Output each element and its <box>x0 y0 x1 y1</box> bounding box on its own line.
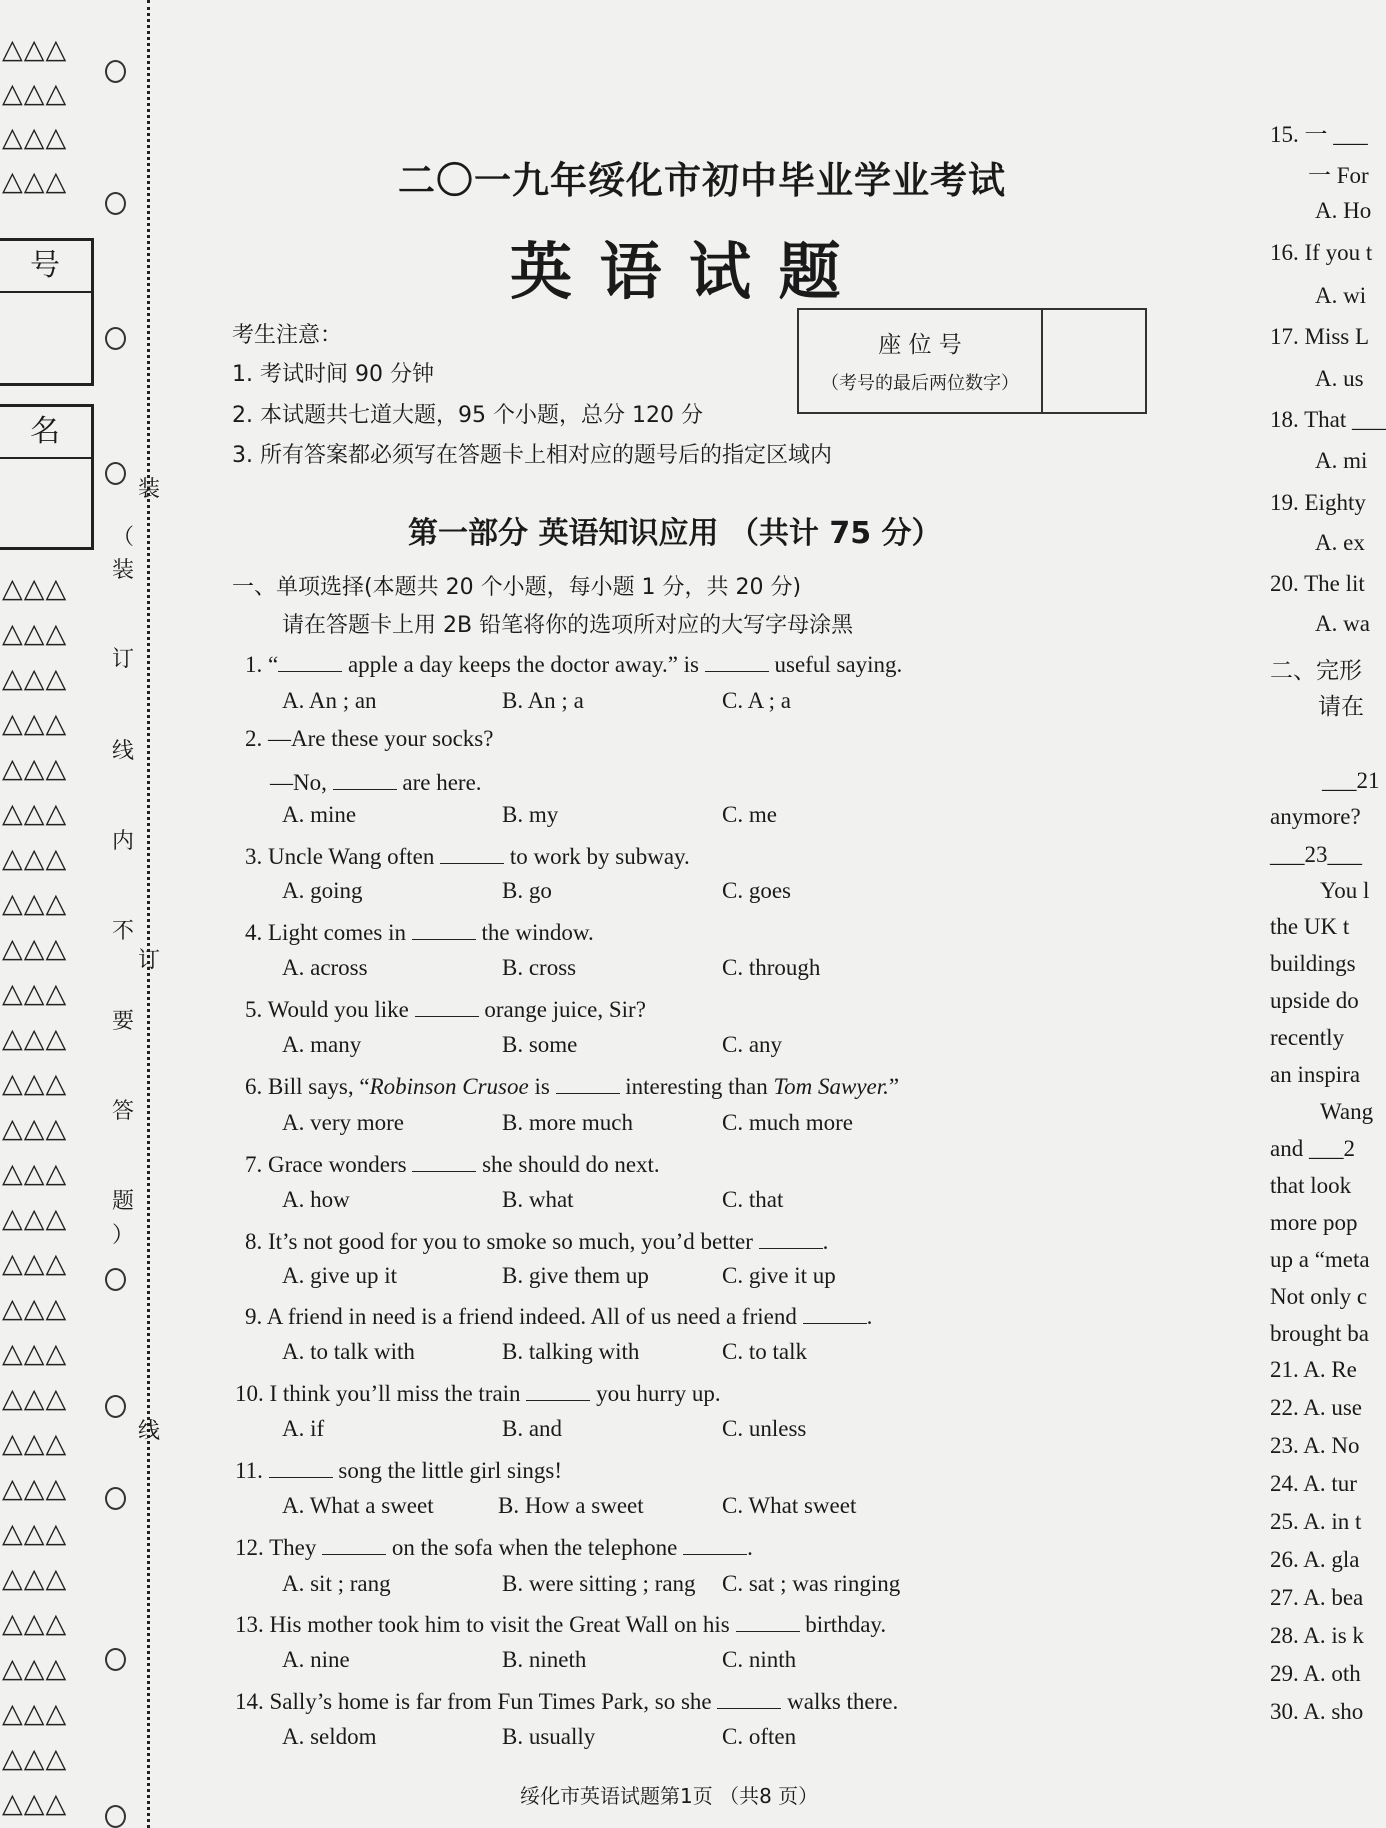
stem-text: are here. <box>396 770 482 795</box>
answer-blank <box>322 1531 386 1555</box>
binding-hole-circle <box>105 462 126 485</box>
triangle-row: △△△ <box>2 78 68 109</box>
triangle-row: △△△ <box>2 798 68 829</box>
option: B. talking with <box>502 1339 640 1364</box>
triangle-row: △△△ <box>2 1113 68 1144</box>
stem-text: 14. Sally’s home is far from Fun Times Park, so she <box>235 1689 718 1714</box>
stem-text: 4. Light comes in <box>245 920 412 945</box>
stem-text: song the little girl sings! <box>332 1458 563 1483</box>
option: B. nineth <box>502 1647 587 1672</box>
option: A. very more <box>282 1110 404 1135</box>
option: A. mine <box>282 802 357 827</box>
triangle-row: △△△ <box>2 753 68 784</box>
section1-instruction: 请在答题卡上用 2B 铅笔将你的选项所对应的大写字母涂黑 <box>282 613 854 638</box>
stem-text: 8. It’s not good for you to smoke so much, you’d better <box>245 1229 759 1254</box>
triangle-row: △△△ <box>2 1068 68 1099</box>
stem-text: 11. <box>235 1458 269 1483</box>
right-line: A. wi <box>1315 283 1367 308</box>
option: C. that <box>722 1187 784 1212</box>
answer-blank <box>412 916 476 940</box>
answer-blank <box>440 840 504 864</box>
question-stem <box>235 1608 886 1638</box>
right-line: A. us <box>1315 366 1364 391</box>
stem-text: 1. “ <box>245 652 279 677</box>
triangle-row: △△△ <box>2 843 68 874</box>
passage-line: more pop <box>1270 1210 1358 1235</box>
binding-char: 题 <box>112 1189 135 1214</box>
answer-choice: 26. A. gla <box>1270 1547 1360 1572</box>
passage-line: Wang <box>1320 1099 1374 1124</box>
option: C. goes <box>722 878 791 903</box>
triangle-row: △△△ <box>2 1698 68 1729</box>
notice-item: 2. 本试题共七道大题，95 个小题，总分 120 分 <box>232 403 703 428</box>
book-title: Tom Sawyer. <box>773 1074 889 1099</box>
answer-blank <box>556 1070 620 1094</box>
passage-line: ___21 <box>1322 768 1380 793</box>
triangle-row: △△△ <box>2 978 68 1009</box>
stem-text: 6. Bill says, “ <box>245 1074 370 1099</box>
option: B. cross <box>502 955 577 980</box>
stem-text: 13. His mother took him to visit the Great Wall on his <box>235 1612 736 1637</box>
option: A. What a sweet <box>282 1493 434 1518</box>
option: A. sit ; rang <box>282 1571 391 1596</box>
answer-blank <box>705 648 769 672</box>
question-stem <box>245 993 646 1023</box>
option: B. and <box>502 1416 563 1441</box>
binding-char: 不 <box>112 919 135 944</box>
passage-line: the UK t <box>1270 914 1350 939</box>
option: C. ninth <box>722 1647 797 1672</box>
question-stem <box>245 916 594 946</box>
right-line: 19. Eighty <box>1270 490 1366 515</box>
option: C. sat ; was ringing <box>722 1571 901 1596</box>
option: C. me <box>722 802 777 827</box>
triangle-row: △△△ <box>2 1608 68 1639</box>
seat-number-label-cell <box>799 310 1043 412</box>
option: A. give up it <box>282 1263 397 1288</box>
binding-hole-circle <box>105 1395 126 1418</box>
right-line: 17. Miss L <box>1270 324 1370 349</box>
question-stem <box>235 1685 898 1715</box>
stem-text: useful saying. <box>768 652 903 677</box>
answer-blank <box>269 1454 333 1478</box>
stem-text: ” <box>888 1074 900 1099</box>
option: A. many <box>282 1032 362 1057</box>
answer-blank <box>415 993 479 1017</box>
option: B. An ; a <box>502 688 584 713</box>
option: C. often <box>722 1724 797 1749</box>
answer-blank <box>717 1685 781 1709</box>
stem-text: 3. Uncle Wang often <box>245 844 441 869</box>
stem-text: 9. A friend in need is a friend indeed. All of us need a friend <box>245 1304 803 1329</box>
option: A. going <box>282 878 363 903</box>
name-label: 名 <box>0 407 91 459</box>
triangle-row: △△△ <box>2 1248 68 1279</box>
option: C. give it up <box>722 1263 836 1288</box>
binding-hole-circle <box>105 1648 126 1671</box>
stem-text: interesting than <box>619 1074 774 1099</box>
stem-text: orange juice, Sir? <box>478 997 646 1022</box>
stem-text: 7. Grace wonders <box>245 1152 413 1177</box>
triangle-row: △△△ <box>2 1473 68 1504</box>
seat-number-note: （考号的最后两位数字） <box>821 373 1019 394</box>
triangle-row: △△△ <box>2 1518 68 1549</box>
notice-heading: 考生注意： <box>232 323 343 348</box>
option: B. How a sweet <box>498 1493 644 1518</box>
option: C. any <box>722 1032 783 1057</box>
stem-text: . <box>822 1229 829 1254</box>
stem-text: . <box>747 1535 753 1560</box>
binding-char: 装 <box>112 558 135 583</box>
stem-text: 12. They <box>235 1535 323 1560</box>
right-line: 20. The lit <box>1270 571 1365 596</box>
binding-hole-circle <box>105 192 126 215</box>
option: B. what <box>502 1187 574 1212</box>
triangle-row: △△△ <box>2 122 68 153</box>
binding-dotted-line <box>147 0 150 1828</box>
binding-hole-circle <box>105 1805 126 1828</box>
binding-char: 线 <box>138 1419 161 1444</box>
right-line: 请在 <box>1318 694 1364 720</box>
option: B. go <box>502 878 552 903</box>
question-stem <box>245 1070 899 1100</box>
binding-hole-circle <box>105 1268 126 1291</box>
binding-char: 内 <box>112 829 135 854</box>
stem-text: birthday. <box>799 1612 887 1637</box>
right-line: A. wa <box>1315 611 1370 636</box>
right-line: 一 For <box>1308 163 1369 188</box>
binding-char: 要 <box>112 1009 135 1034</box>
question-stem <box>235 1454 562 1484</box>
binding-hole-circle <box>105 1487 126 1510</box>
section1-title: 一、单项选择(本题共 20 个小题，每小题 1 分，共 20 分) <box>232 575 802 600</box>
exam-title: 二〇一九年绥化市初中毕业学业考试 <box>398 159 1006 202</box>
binding-char: 答 <box>112 1099 135 1124</box>
option: B. more much <box>502 1110 633 1135</box>
option: C. through <box>722 955 821 980</box>
passage-line: Not only c <box>1270 1284 1368 1309</box>
option: A. to talk with <box>282 1339 415 1364</box>
option: C. unless <box>722 1416 807 1441</box>
answer-choice: 27. A. bea <box>1270 1585 1364 1610</box>
triangle-row: △△△ <box>2 708 68 739</box>
question-stem <box>270 766 482 796</box>
answer-blank <box>526 1377 590 1401</box>
stem-text: to work by subway. <box>504 844 690 869</box>
question-stem <box>245 1300 872 1330</box>
question-stem <box>245 840 690 870</box>
passage-line: upside do <box>1270 988 1359 1013</box>
right-line: 16. If you t <box>1270 240 1373 265</box>
binding-hole-circle <box>105 60 126 83</box>
answer-blank <box>412 1148 476 1172</box>
notice-item: 3. 所有答案都必须写在答题卡上相对应的题号后的指定区域内 <box>232 443 832 468</box>
option: C. What sweet <box>722 1493 857 1518</box>
triangle-row: △△△ <box>2 1293 68 1324</box>
passage-line: ___23___ <box>1270 842 1362 867</box>
answer-choice: 23. A. No <box>1270 1433 1360 1458</box>
triangle-row: △△△ <box>2 618 68 649</box>
binding-char: 订 <box>138 948 161 973</box>
triangle-row: △△△ <box>2 1338 68 1369</box>
triangle-row: △△△ <box>2 1158 68 1189</box>
stem-text: the window. <box>475 920 594 945</box>
right-line: A. Ho <box>1315 198 1372 223</box>
option: A. how <box>282 1187 350 1212</box>
option: B. give them up <box>502 1263 649 1288</box>
binding-hole-circle <box>105 327 126 350</box>
answer-choice: 22. A. use <box>1270 1395 1362 1420</box>
question-stem <box>245 1148 660 1178</box>
answer-choice: 29. A. oth <box>1270 1661 1361 1686</box>
triangle-row: △△△ <box>2 1023 68 1054</box>
stem-text: you hurry up. <box>590 1381 721 1406</box>
question-stem <box>245 1225 828 1255</box>
passage-line: You l <box>1320 878 1370 903</box>
triangle-row: △△△ <box>2 573 68 604</box>
part1-heading: 第一部分 英语知识应用 （共计 75 分） <box>408 516 942 551</box>
triangle-row: △△△ <box>2 166 68 197</box>
right-line: 18. That ___ <box>1270 407 1386 432</box>
name-box <box>0 404 94 550</box>
option: B. usually <box>502 1724 596 1749</box>
triangle-row: △△△ <box>2 1383 68 1414</box>
answer-blank <box>333 766 397 790</box>
notice-item: 1. 考试时间 90 分钟 <box>232 362 434 387</box>
question-stem <box>245 648 902 678</box>
stem-text: is <box>528 1074 556 1099</box>
passage-line: that look <box>1270 1173 1352 1198</box>
stem-text: 5. Would you like <box>245 997 415 1022</box>
passage-line: up a “meta <box>1270 1247 1370 1272</box>
answer-choice: 30. A. sho <box>1270 1699 1364 1724</box>
option: B. my <box>502 802 559 827</box>
option: C. A ; a <box>722 688 792 713</box>
stem-text: she should do next. <box>476 1152 660 1177</box>
option: A. seldom <box>282 1724 377 1749</box>
stem-text: on the sofa when the telephone <box>386 1535 684 1560</box>
right-line: 15. 一 ___ <box>1270 122 1368 147</box>
triangle-row: △△△ <box>2 1743 68 1774</box>
page-footer: 绥化市英语试题第1页 （共8 页） <box>520 1784 819 1808</box>
answer-choice: 24. A. tur <box>1270 1471 1357 1496</box>
right-line: A. mi <box>1315 448 1368 473</box>
binding-char: （ <box>112 525 135 550</box>
answer-choice: 25. A. in t <box>1270 1509 1362 1534</box>
stem-text: walks there. <box>781 1689 899 1714</box>
passage-line: buildings <box>1270 951 1356 976</box>
stem-text: apple a day keeps the doctor away.” is <box>342 652 705 677</box>
option: A. across <box>282 955 368 980</box>
triangle-row: △△△ <box>2 1788 68 1819</box>
answer-blank <box>278 648 342 672</box>
exam-number-label: 号 <box>0 241 91 293</box>
triangle-row: △△△ <box>2 34 68 65</box>
binding-char: 装 <box>138 477 161 502</box>
book-title: Robinson Crusoe <box>369 1074 529 1099</box>
stem-text: . <box>866 1304 873 1329</box>
passage-line: an inspira <box>1270 1062 1361 1087</box>
binding-char: ） <box>112 1223 135 1248</box>
option: A. An ; an <box>282 688 377 713</box>
passage-line: recently <box>1270 1025 1345 1050</box>
answer-blank <box>803 1300 867 1324</box>
passage-line: brought ba <box>1270 1321 1370 1346</box>
option: B. were sitting ; rang <box>502 1571 696 1596</box>
question-stem: 2. —Are these your socks? <box>245 726 494 751</box>
option: C. to talk <box>722 1339 807 1364</box>
question-stem <box>235 1531 753 1561</box>
stem-text: —No, <box>270 770 333 795</box>
answer-blank <box>759 1225 823 1249</box>
right-line: A. ex <box>1315 530 1365 555</box>
answer-blank <box>683 1531 747 1555</box>
option: B. some <box>502 1032 578 1057</box>
right-line: 二、完形 <box>1270 658 1362 684</box>
passage-line: and ___2 <box>1270 1136 1355 1161</box>
triangle-row: △△△ <box>2 663 68 694</box>
triangle-row: △△△ <box>2 933 68 964</box>
subject-title: 英 语 试 题 <box>510 239 847 307</box>
option: A. nine <box>282 1647 350 1672</box>
option: C. much more <box>722 1110 853 1135</box>
binding-char: 线 <box>112 739 135 764</box>
triangle-row: △△△ <box>2 1563 68 1594</box>
question-stem <box>235 1377 721 1407</box>
binding-char: 订 <box>112 647 135 672</box>
triangle-row: △△△ <box>2 1428 68 1459</box>
triangle-row: △△△ <box>2 888 68 919</box>
answer-choice: 28. A. is k <box>1270 1623 1364 1648</box>
passage-line: anymore? <box>1270 804 1361 829</box>
triangle-row: △△△ <box>2 1203 68 1234</box>
triangle-row: △△△ <box>2 1653 68 1684</box>
seat-number-label: 座 位 号 <box>878 332 962 358</box>
answer-blank <box>736 1608 800 1632</box>
seat-number-box <box>797 308 1147 414</box>
option: A. if <box>282 1416 325 1441</box>
exam-number-box <box>0 238 94 386</box>
stem-text: 10. I think you’ll miss the train <box>235 1381 527 1406</box>
answer-choice: 21. A. Re <box>1270 1357 1357 1382</box>
